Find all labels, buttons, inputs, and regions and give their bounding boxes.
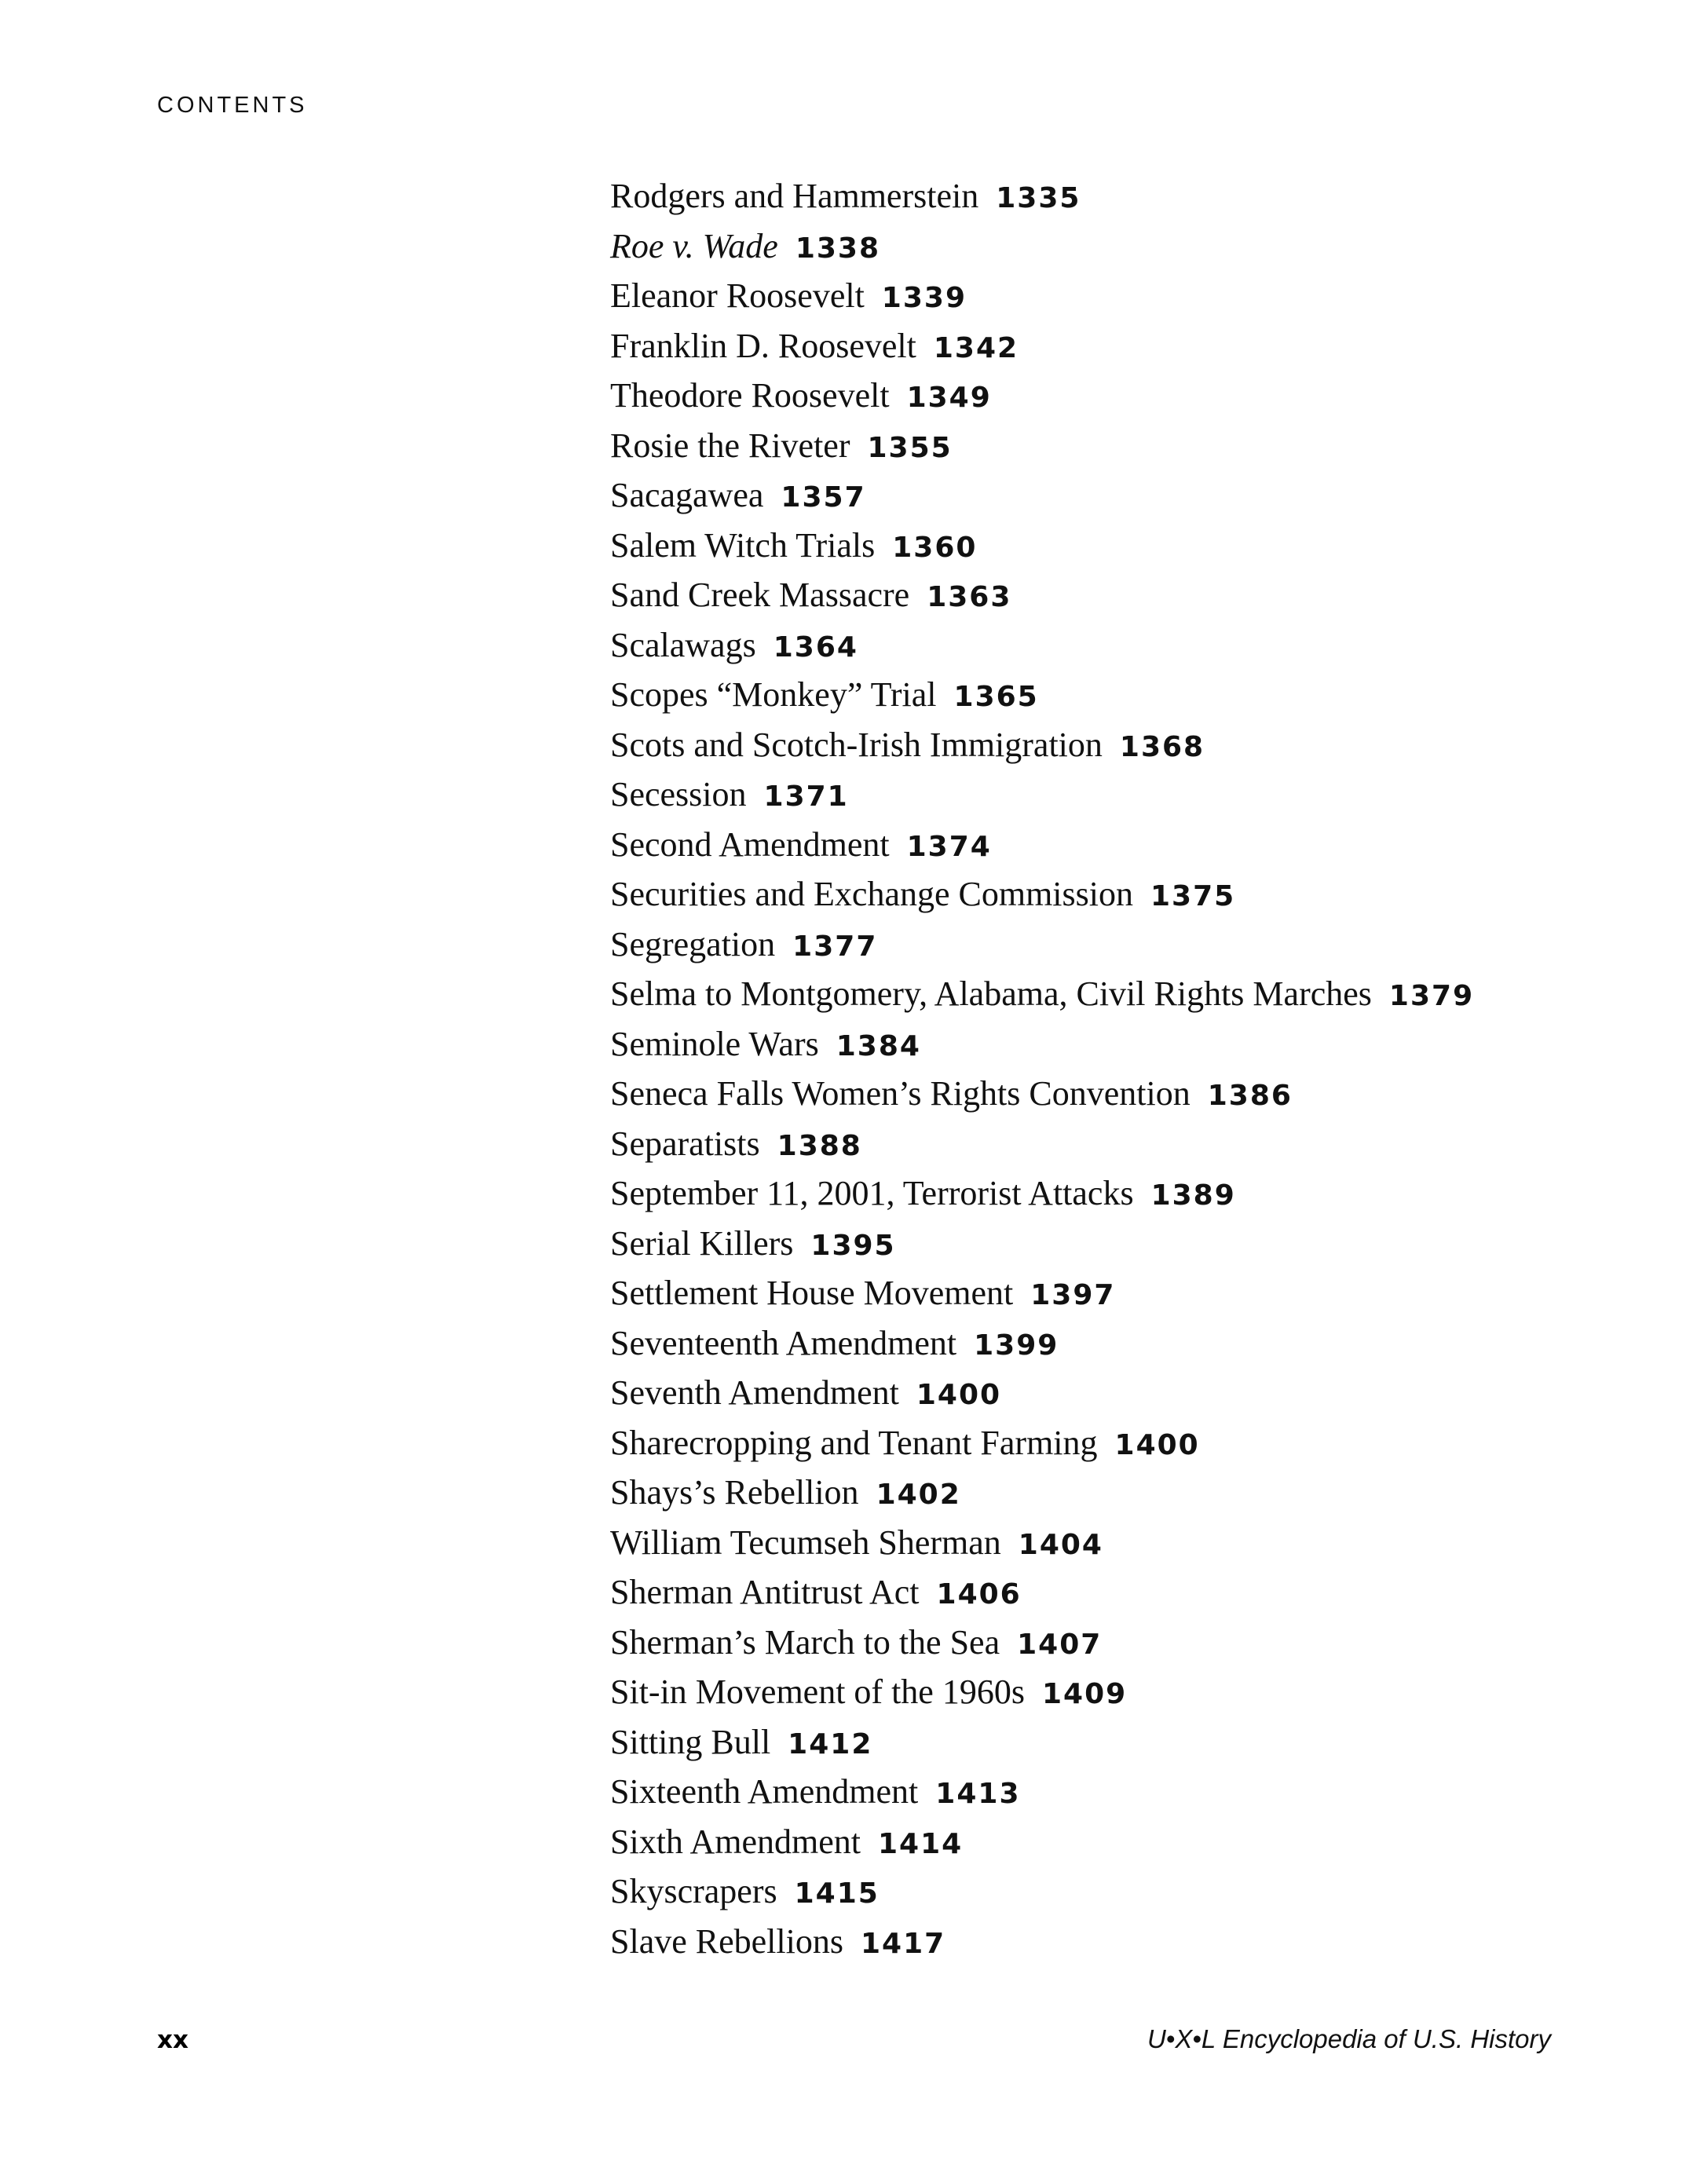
toc-entry <box>610 1019 1474 1069</box>
toc-entry-page: 1395 <box>810 1229 896 1262</box>
toc-entry-page: 1357 <box>781 481 866 514</box>
toc-entry-page: 1371 <box>763 781 849 813</box>
toc-entry <box>610 1318 1474 1369</box>
running-head: CONTENTS <box>157 93 308 118</box>
toc-entry-title: Secession <box>610 775 747 813</box>
toc-entry-title: Sand Creek Massacre <box>610 576 910 614</box>
toc-entry-title: Scopes “Monkey” Trial <box>610 675 937 714</box>
toc-entry-page: 1335 <box>996 182 1081 214</box>
toc-entry <box>610 1268 1474 1318</box>
toc-entry-title: Rodgers and Hammerstein <box>610 177 979 215</box>
toc-entry-page: 1339 <box>881 282 967 314</box>
toc-entry-title: Seneca Falls Women’s Rights Convention <box>610 1074 1190 1113</box>
toc-entry <box>610 1917 1474 1967</box>
toc-entry-page: 1349 <box>906 382 992 414</box>
toc-entry-title: Serial Killers <box>610 1223 794 1263</box>
toc-entry-page: 1406 <box>936 1578 1022 1610</box>
toc-entry <box>610 1418 1474 1468</box>
toc-entry-page: 1397 <box>1030 1279 1116 1311</box>
toc-entry-title: Sitting Bull <box>610 1722 771 1761</box>
toc-entry <box>610 919 1474 970</box>
toc-entry-title: Seventeenth Amendment <box>610 1323 957 1362</box>
toc-entry-title: Theodore Roosevelt <box>610 376 890 415</box>
toc-entry-page: 1386 <box>1207 1080 1293 1112</box>
toc-entry-page: 1389 <box>1150 1179 1236 1212</box>
toc-entry-page: 1415 <box>794 1877 880 1910</box>
toc-entry-title: Sacagawea <box>610 476 764 514</box>
toc-entry-page: 1400 <box>916 1379 1002 1411</box>
toc-entry-title: Sherman Antitrust Act <box>610 1573 920 1611</box>
toc-entry <box>610 1866 1474 1917</box>
toc-entry-title: Roe v. Wade <box>610 226 778 265</box>
toc-entry-title: Sixth Amendment <box>610 1822 861 1861</box>
toc-entry <box>610 1119 1474 1169</box>
toc-entry-page: 1417 <box>860 1927 946 1960</box>
toc-entry <box>610 521 1474 571</box>
toc-entry <box>610 271 1474 321</box>
toc-entry-page: 1407 <box>1017 1628 1103 1661</box>
toc-entry-page: 1414 <box>878 1827 964 1860</box>
toc-entry-title: Seminole Wars <box>610 1024 819 1063</box>
toc-entry <box>610 1468 1474 1518</box>
toc-entry <box>610 869 1474 919</box>
toc-entry-title: Seventh Amendment <box>610 1373 899 1412</box>
toc-entry-title: Scalawags <box>610 625 756 664</box>
toc-list <box>610 171 1474 1966</box>
toc-entry-title: Settlement House Movement <box>610 1274 1014 1312</box>
toc-entry-title: Segregation <box>610 924 776 963</box>
toc-entry-title: Skyscrapers <box>610 1872 777 1910</box>
toc-entry-title: Eleanor Roosevelt <box>610 276 865 315</box>
toc-entry <box>610 969 1474 1019</box>
toc-entry <box>610 1717 1474 1768</box>
toc-entry <box>610 1219 1474 1269</box>
toc-entry <box>610 1069 1474 1119</box>
toc-entry-page: 1384 <box>836 1029 921 1062</box>
toc-entry-page: 1365 <box>953 681 1039 713</box>
toc-entry-page: 1355 <box>867 431 953 464</box>
toc-entry-page: 1388 <box>777 1129 862 1162</box>
toc-entry <box>610 1168 1474 1219</box>
toc-entry-page: 1360 <box>892 531 978 564</box>
book-title-footer: U•X•L Encyclopedia of U.S. History <box>1147 2024 1551 2053</box>
toc-entry-page: 1374 <box>906 830 992 863</box>
toc-entry <box>610 1518 1474 1568</box>
toc-entry-title: Slave Rebellions <box>610 1921 843 1961</box>
toc-entry-page: 1363 <box>927 581 1012 613</box>
toc-entry <box>610 1667 1474 1717</box>
toc-entry-title: Scots and Scotch-Irish Immigration <box>610 725 1103 764</box>
toc-entry-title: Shays’s Rebellion <box>610 1473 859 1512</box>
toc-entry <box>610 820 1474 870</box>
toc-entry-page: 1338 <box>795 232 881 265</box>
toc-entry-page: 1402 <box>876 1479 961 1511</box>
toc-entry-title: Separatists <box>610 1124 760 1163</box>
toc-entry-page: 1379 <box>1388 980 1475 1012</box>
toc-entry <box>610 321 1474 371</box>
toc-entry-page: 1377 <box>792 930 878 963</box>
toc-entry-page: 1404 <box>1018 1528 1103 1561</box>
toc-entry-title: Second Amendment <box>610 824 890 864</box>
toc-entry-title: Franklin D. Roosevelt <box>610 326 916 365</box>
toc-entry <box>610 221 1474 272</box>
toc-entry-page: 1368 <box>1119 730 1205 763</box>
toc-entry <box>610 570 1474 620</box>
toc-entry <box>610 1767 1474 1817</box>
toc-entry <box>610 371 1474 421</box>
toc-entry-page: 1412 <box>788 1727 873 1760</box>
toc-entry-title: Sherman’s March to the Sea <box>610 1622 1000 1662</box>
toc-entry-title: Securities and Exchange Commission <box>610 875 1133 913</box>
toc-entry <box>610 770 1474 820</box>
toc-entry <box>610 1567 1474 1618</box>
page-number: xx <box>157 2026 188 2054</box>
toc-entry-page: 1364 <box>773 631 858 664</box>
toc-entry <box>610 470 1474 521</box>
toc-entry-page: 1375 <box>1150 880 1236 912</box>
toc-entry <box>610 1618 1474 1668</box>
toc-entry <box>610 620 1474 671</box>
toc-entry-title: Rosie the Riveter <box>610 426 850 465</box>
toc-entry-page: 1409 <box>1041 1678 1128 1710</box>
toc-entry-title: Salem Witch Trials <box>610 525 876 565</box>
toc-entry-title: Sixteenth Amendment <box>610 1772 919 1811</box>
toc-entry-page: 1399 <box>974 1329 1059 1362</box>
toc-entry <box>610 1817 1474 1867</box>
toc-entry <box>610 670 1474 720</box>
toc-entry-page: 1400 <box>1114 1428 1200 1461</box>
toc-entry-title: Selma to Montgomery, Alabama, Civil Rights Marches <box>610 974 1372 1013</box>
toc-entry-page: 1342 <box>933 331 1019 364</box>
toc-entry-title: Sharecropping and Tenant Farming <box>610 1423 1098 1462</box>
toc-entry-title: William Tecumseh Sherman <box>610 1523 1001 1562</box>
toc-entry-title: Sit-in Movement of the 1960s <box>610 1673 1025 1711</box>
toc-entry-page: 1413 <box>935 1778 1021 1810</box>
toc-entry <box>610 1368 1474 1418</box>
toc-entry <box>610 171 1474 221</box>
toc-entry <box>610 720 1474 770</box>
toc-entry-title: September 11, 2001, Terrorist Attacks <box>610 1174 1134 1212</box>
toc-entry <box>610 421 1474 471</box>
